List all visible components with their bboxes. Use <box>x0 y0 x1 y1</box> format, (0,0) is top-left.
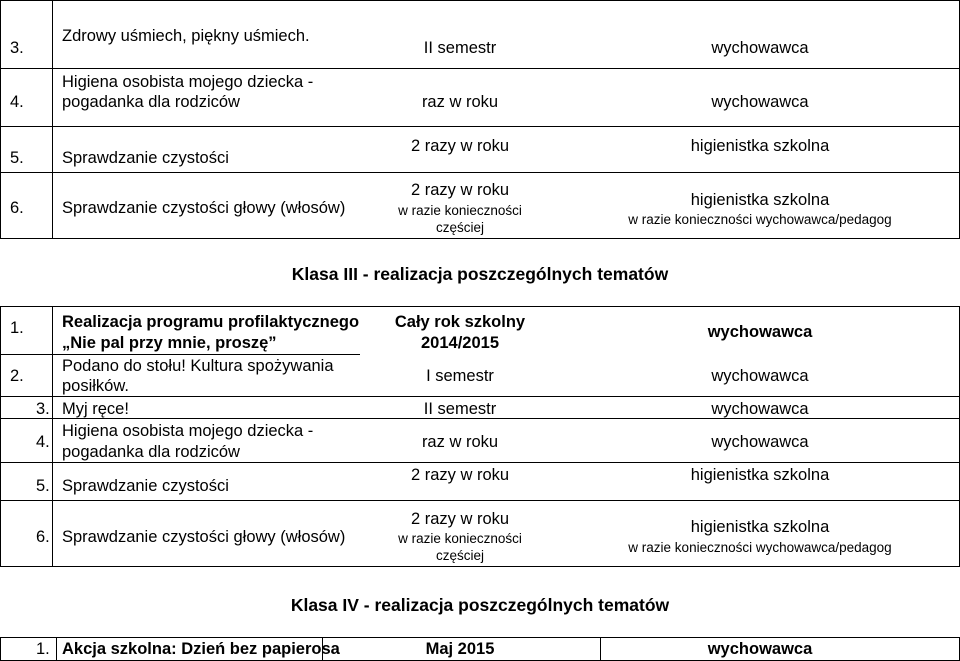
table-row-when: 2 razy w roku <box>410 510 510 528</box>
table-row-number: 6. <box>36 528 50 546</box>
table-row-topic: pogadanka dla rodziców <box>62 93 240 111</box>
table3-top-border <box>0 637 960 638</box>
table-row-topic: Sprawdzanie czystości głowy (włosów) <box>62 199 346 217</box>
table-row-number: 6. <box>10 199 24 217</box>
table-row-topic: Higiena osobista mojego dziecka - <box>62 73 314 91</box>
table-row-topic: Higiena osobista mojego dziecka - <box>62 422 314 440</box>
table-row-when-note: częściej <box>435 220 484 235</box>
table-row-topic: Zdrowy uśmiech, piękny uśmiech. <box>62 27 310 45</box>
table3-column-divider <box>56 637 57 661</box>
table-row-when: II semestr <box>423 400 497 418</box>
table-row-when-note: częściej <box>435 548 484 563</box>
table-row-when: raz w roku <box>421 433 499 451</box>
table2-row-divider <box>0 500 960 501</box>
table-row-who: wychowawca <box>711 367 809 385</box>
table-row-when: II semestr <box>423 39 497 57</box>
table-row-who: wychowawca <box>707 640 813 658</box>
table-row-when: raz w roku <box>421 93 499 111</box>
table2-row-divider <box>0 354 360 355</box>
table-row-who-note: w razie konieczności wychowawca/pedagog <box>628 540 892 555</box>
table-row-when-note: w razie konieczności <box>398 531 522 546</box>
table-row-who: wychowawca <box>711 39 809 57</box>
table2-top-border <box>0 306 960 307</box>
table1-row-divider <box>0 68 960 69</box>
table2-left-border <box>0 306 1 567</box>
table-row-topic: Sprawdzanie czystości <box>62 477 229 495</box>
table-row-who: higienistka szkolna <box>690 137 830 155</box>
table-row-number: 5. <box>10 149 24 167</box>
table2-row-divider <box>0 462 960 463</box>
table-row-when: 2 razy w roku <box>410 466 510 484</box>
section-title: Klasa III - realizacja poszczególnych tematów <box>291 264 669 284</box>
table-row-number: 3. <box>10 39 24 57</box>
table-row-topic: pogadanka dla rodziców <box>62 443 240 461</box>
table-row-topic: Podano do stołu! Kultura spożywania <box>62 357 334 375</box>
table-row-number: 4. <box>36 433 50 451</box>
table-row-topic: Akcja szkolna: Dzień bez papierosa <box>62 640 340 658</box>
table-row-number: 5. <box>36 477 50 495</box>
table-row-when: Maj 2015 <box>425 640 495 658</box>
table-row-who: higienistka szkolna <box>690 466 830 484</box>
table-row-who: wychowawca <box>711 93 809 111</box>
table-row-when: 2 razy w roku <box>410 137 510 155</box>
section-title: Klasa IV - realizacja poszczególnych tematów <box>290 595 670 615</box>
table-row-number: 1. <box>36 640 50 658</box>
table-row-number: 3. <box>36 400 50 418</box>
table3-column-divider <box>600 637 601 661</box>
table-row-when: 2014/2015 <box>421 334 499 352</box>
table-row-who-note: w razie konieczności wychowawca/pedagog <box>628 212 892 227</box>
table-row-topic: Sprawdzanie czystości głowy (włosów) <box>62 528 346 546</box>
table-row-number: 2. <box>10 367 24 385</box>
table3-left-border <box>0 637 1 661</box>
table-row-number: 4. <box>10 93 24 111</box>
table1-column-divider <box>52 0 53 239</box>
table-row-who: wychowawca <box>711 433 809 451</box>
table1-row-divider <box>0 126 960 127</box>
table2-bottom-border <box>0 566 960 567</box>
table-row-who: wychowawca <box>711 400 809 418</box>
table-row-topic: posiłków. <box>62 377 129 395</box>
table1-row-divider <box>0 172 960 173</box>
table2-column-divider <box>52 306 53 567</box>
table-row-when-note: w razie konieczności <box>398 203 522 218</box>
table1-bottom-border <box>0 238 960 239</box>
table-row-topic: Realizacja programu profilaktycznego <box>62 313 360 331</box>
table-row-topic: Myj ręce! <box>62 400 129 418</box>
table-row-when: I semestr <box>426 367 494 385</box>
table1-left-border <box>0 0 1 239</box>
table-row-when: Cały rok szkolny <box>394 313 526 331</box>
table1-top-border <box>0 0 960 1</box>
table-row-number: 1. <box>10 319 24 337</box>
table-row-who: higienistka szkolna <box>690 518 830 536</box>
table-row-who: higienistka szkolna <box>690 191 830 209</box>
table2-row-divider <box>0 396 960 397</box>
table-row-topic: Sprawdzanie czystości <box>62 149 229 167</box>
table-row-when: 2 razy w roku <box>410 181 510 199</box>
table-row-who: wychowawca <box>707 323 813 341</box>
table-row-topic: „Nie pal przy mnie, proszę” <box>62 334 277 352</box>
